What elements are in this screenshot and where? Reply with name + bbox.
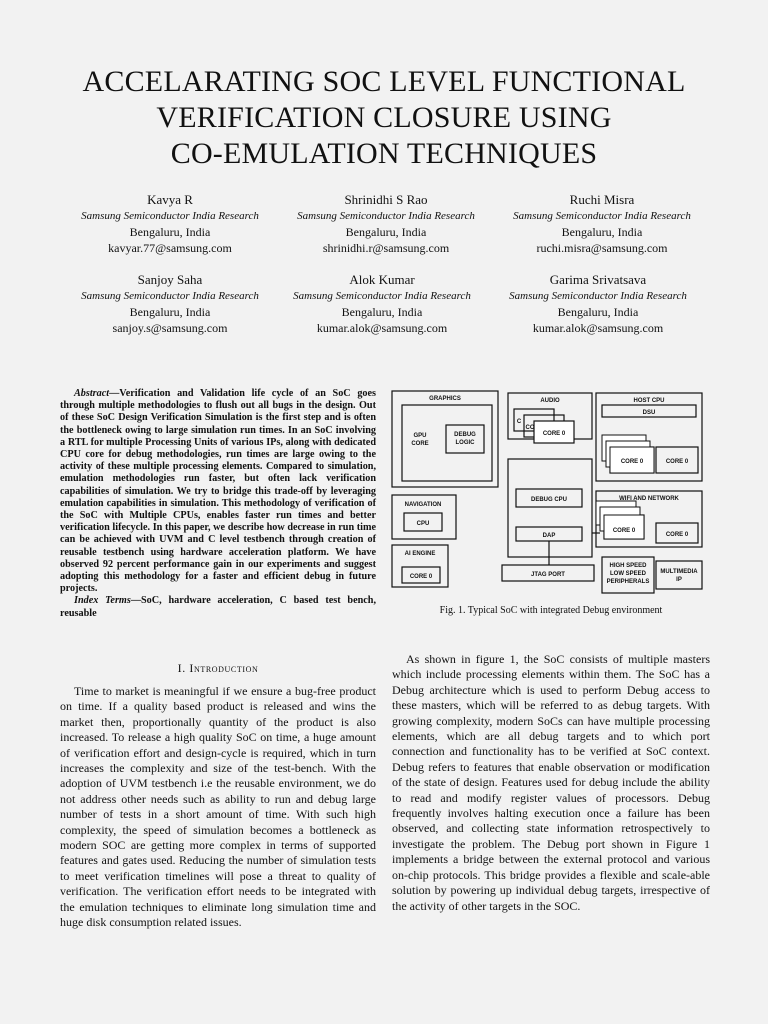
intro-column	[60, 684, 376, 931]
author-name: Sanjoy Saha	[137, 272, 203, 287]
author-name: Ruchi Misra	[569, 192, 635, 207]
label-ai-engine: AI ENGINE	[404, 551, 436, 557]
label-wifi-core-a: CORE 0	[612, 528, 636, 534]
label-audio-core-partial: CO	[525, 425, 535, 431]
author-affiliation: Samsung Semiconductor India Research	[513, 210, 691, 222]
label-debug-cpu: DEBUG CPU	[530, 497, 568, 503]
author-email: sanjoy.s@samsung.com	[112, 321, 228, 335]
author-city: Bengaluru, India	[341, 305, 423, 319]
author-name: Shrinidhi S Rao	[344, 192, 428, 207]
author-name: Garima Srivatsava	[549, 272, 647, 287]
label-ai-core: CORE 0	[409, 574, 433, 580]
label-peripherals: PERIPHERALS	[606, 579, 650, 585]
abstract-text: —Verification and Validation life cycle of an SoC goes through multiple methodologies to flush out all bugs in the design. Out of these SoC Design Verification Simulation is the first step and is often the bottleneck owing to large simulation run times. In an SoC involving a RTL for multiple Processing Units of various IPs, along with dedicated CPU core for debug methodologies, run times are large owing to the activity of these multiple processing elements. Compared to simulation, emulation methodologies run faster, but often lack verification capabilities of simulation. We try to bridge this trade-off by leveraging emulation capabilities in simulation. This methodology of verification of the SoC with Multiple CPUs, enables faster run times and better verification lifecycle. In this paper, we describe how decrease in run time can be achieved with UVM and C level testbench through creation of reusable testbench using hardware acceleration platform. We have observed 92 percent performance gain in our experiments and suggest adopting this methodology for a faster and efficient debug in future projects.	[60, 388, 376, 595]
author-card	[272, 272, 492, 336]
soc-figure	[390, 385, 710, 597]
label-multimedia-ip: IP	[676, 577, 682, 583]
author-affiliation: Samsung Semiconductor India Research	[297, 210, 475, 222]
label-navigation: NAVIGATION	[404, 502, 442, 508]
author-card	[492, 192, 712, 256]
author-card	[60, 272, 280, 336]
label-nav-cpu: CPU	[416, 521, 430, 527]
label-dap: DAP	[542, 533, 556, 539]
author-affiliation: Samsung Semiconductor India Research	[293, 290, 471, 302]
label-graphics: GRAPHICS	[429, 396, 461, 402]
author-city: Bengaluru, India	[129, 225, 211, 239]
multimedia-block	[656, 561, 702, 589]
index-terms	[60, 595, 376, 619]
intro-paragraph: Time to market is meaningful if we ensure a bug-free product on time. If a quality based product is released and wins the market then, proportionally quantity of the product is also increased. To release a high quality SoC on time, a huge amount of verification effort and design-cycle is required, which in turn increases the complexity and size of the test-bench. With the adoption of UVM testbench i.e the reusable environment, we do not address other needs such as ability to run and debug large number of tests in a short amount of time. With such high complexity, the speed of simulation becomes a bottleneck as modern SOC are getting more complex in terms of supported features and gates used. Reducing the number of simulation tests to meet verification timelines will pose a threat to quality of verification. The verification effort needs to be integrated with the emulation techniques to eliminate long simulation time and huge disk consumption related issues.	[60, 684, 376, 930]
section-title: Introduction	[189, 661, 259, 675]
label-multimedia: MULTIMEDIA	[660, 569, 698, 575]
label-dsu: DSU	[642, 410, 656, 416]
abstract-paragraph	[60, 388, 376, 595]
paper-title	[0, 64, 768, 172]
author-card	[276, 192, 496, 256]
right-column	[392, 652, 710, 914]
label-high-speed: HIGH SPEED	[609, 563, 647, 569]
soc-diagram	[390, 385, 710, 597]
debug-logic-box	[446, 425, 484, 453]
title-line: VERIFICATION CLOSURE USING	[156, 101, 612, 134]
author-city: Bengaluru, India	[557, 305, 639, 319]
label-gpu-core: CORE	[411, 441, 429, 447]
label-low-speed: LOW SPEED	[609, 571, 647, 577]
abstract	[60, 388, 376, 620]
title-line: ACCELARATING SOC LEVEL FUNCTIONAL	[82, 65, 686, 98]
author-affiliation: Samsung Semiconductor India Research	[81, 210, 259, 222]
label-gpu: GPU	[413, 433, 427, 439]
label-host-core-b: CORE 0	[665, 459, 689, 465]
label-host-core-a: CORE 0	[620, 459, 644, 465]
label-audio-core: CORE 0	[542, 431, 566, 437]
label-jtag: JTAG PORT	[531, 572, 565, 578]
label-audio-core-partial: C	[516, 419, 522, 425]
author-city: Bengaluru, India	[129, 305, 211, 319]
author-email: ruchi.misra@samsung.com	[536, 241, 668, 255]
section-number: I.	[177, 661, 186, 675]
index-terms-text: —SoC, hardware acceleration, C based test bench, reusable	[60, 595, 376, 619]
author-name: Alok Kumar	[349, 272, 415, 287]
index-terms-label: Index Terms	[74, 595, 131, 607]
author-email: kumar.alok@samsung.com	[532, 321, 664, 335]
author-affiliation: Samsung Semiconductor India Research	[509, 290, 687, 302]
label-host-cpu: HOST CPU	[633, 398, 665, 404]
label-debug: DEBUG	[454, 432, 476, 438]
author-email: kumar.alok@samsung.com	[316, 321, 448, 335]
label-wifi-core-b: CORE 0	[665, 532, 689, 538]
label-wifi: WIFI AND NETWORK	[619, 496, 679, 502]
body-paragraph: As shown in figure 1, the SoC consists of multiple masters which include processing elements within them. The SoC has a Debug architecture which is used to perform Debug access to these masters, which will be referred to as debug targets. With growing complexity, modern SoCs can have multiple processing elements, which are all debug targets and to which port connection and functionality has to be verified at SoC context. Debug refers to features that enable observation or modification of the state of design. Features used for debug include the ability to read and modify register values of processors. Debug frequently involves halting execution once a failure has been observed, and collecting state information retrospectively to investigate the problem. The Debug port shown in Figure 1 implements a bridge between the external protocol and various on-chip protocols. This bridge provides a flexible and scale-able solution by powering up individual debug targets, irrespective of the activity of other targets in the SOC.	[392, 652, 710, 913]
section-heading	[60, 661, 376, 676]
author-card	[488, 272, 708, 336]
author-card	[60, 192, 280, 256]
author-name: Kavya R	[147, 192, 193, 207]
label-audio: AUDIO	[540, 398, 560, 404]
abstract-label: Abstract	[74, 388, 110, 399]
debug-cpu-block	[508, 459, 592, 557]
author-email: kavyar.77@samsung.com	[108, 241, 232, 255]
author-affiliation: Samsung Semiconductor India Research	[81, 290, 259, 302]
author-city: Bengaluru, India	[345, 225, 427, 239]
author-email: shrinidhi.r@samsung.com	[322, 241, 450, 255]
label-logic: LOGIC	[455, 440, 475, 446]
title-line: CO-EMULATION TECHNIQUES	[170, 137, 598, 170]
figure-caption: Fig. 1. Typical SoC with integrated Debug environment	[439, 605, 663, 616]
author-city: Bengaluru, India	[561, 225, 643, 239]
